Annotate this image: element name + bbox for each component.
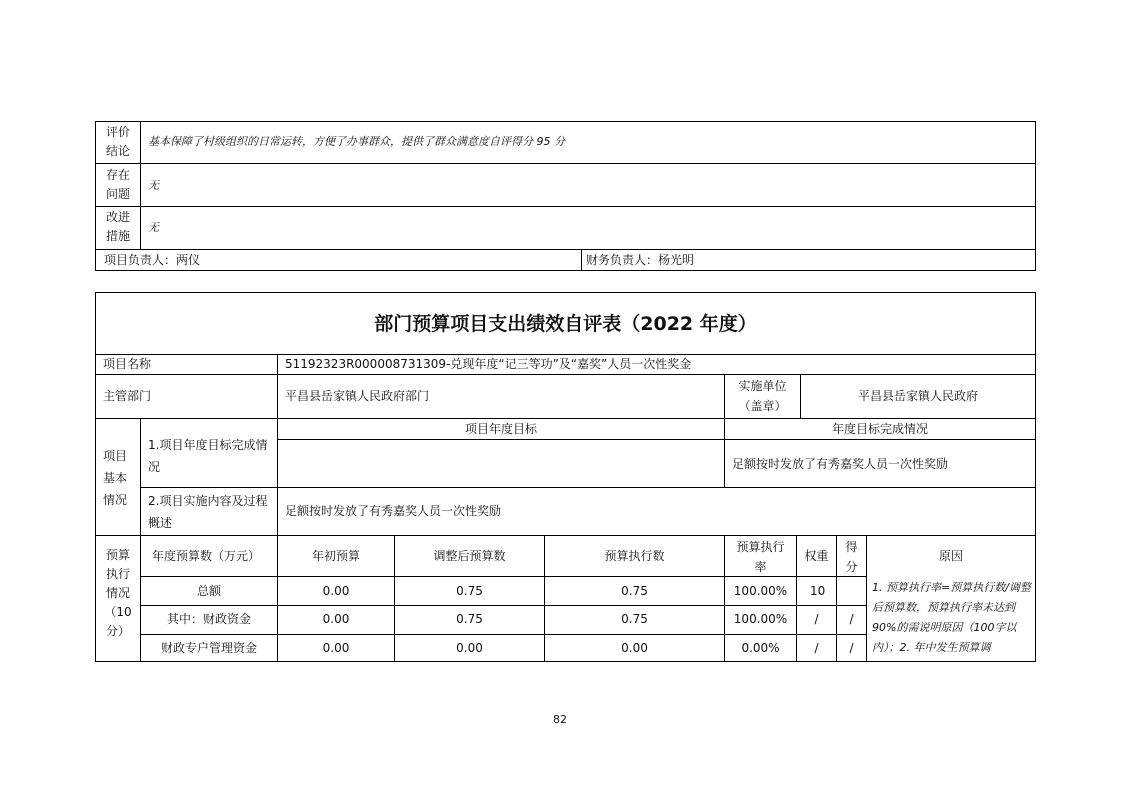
row-adjusted: 0.00 xyxy=(456,641,483,655)
row-adjusted: 0.75 xyxy=(456,584,483,598)
basic-info-label: 项目 基本 情况 xyxy=(103,449,128,507)
row-initial: 0.00 xyxy=(322,584,350,598)
row-rate: 0.00% xyxy=(741,641,780,655)
unit-value: 平昌县岳家镇人民政府 xyxy=(857,389,978,403)
content-value: 足额按时发放了有秀嘉奖人员一次性奖励 xyxy=(285,504,502,518)
row-executed: 0.75 xyxy=(621,612,648,626)
header-execution-rate: 预算执行 率 xyxy=(736,540,785,574)
header-executed-budget: 预算执行数 xyxy=(604,549,665,563)
problem-label: 存在 问题 xyxy=(105,168,130,201)
row-weight: 10 xyxy=(810,584,826,598)
problem-text: 无 xyxy=(148,179,159,192)
form-title: 部门预算项目支出绩效自评表（2022 年度） xyxy=(374,313,757,335)
row-score: / xyxy=(849,612,854,626)
row-rate: 100.00% xyxy=(733,612,788,626)
header-weight: 权重 xyxy=(804,549,829,563)
reason-note-container xyxy=(872,578,1032,661)
dept-value: 平昌县岳家镇人民政府部门 xyxy=(285,389,430,403)
project-name-label: 项目名称 xyxy=(103,357,152,371)
page-number: 82 xyxy=(553,713,567,726)
row-weight: / xyxy=(814,612,819,626)
improve-text: 无 xyxy=(148,221,159,234)
done-value: 足额按时发放了有秀嘉奖人员一次性奖励 xyxy=(732,457,949,471)
row-executed: 0.00 xyxy=(621,641,648,655)
row-rate: 100.00% xyxy=(733,584,788,598)
row-initial: 0.00 xyxy=(322,641,350,655)
goal-column-header: 项目年度目标 xyxy=(464,422,537,436)
unit-label: 实施单位 （盖章） xyxy=(738,379,787,413)
content-label: 2.项目实施内容及过程 概述 xyxy=(148,494,268,530)
dept-label: 主管部门 xyxy=(103,389,152,403)
row-label: 其中：财政资金 xyxy=(166,612,251,626)
header-annual-budget: 年度预算数（万元） xyxy=(152,549,261,563)
done-column-header: 年度目标完成情况 xyxy=(831,422,928,436)
header-reason: 原因 xyxy=(938,549,963,563)
row-label: 财政专户管理资金 xyxy=(160,641,257,655)
reason-note: 1. 预算执行率=预算执行数/调整后预算数，预算执行率未达到 90%的需说明原因（100字以内）；2. 年中发生预算调 xyxy=(872,581,1031,654)
finance-leader: 财务负责人：杨光明 xyxy=(586,253,695,267)
header-initial-budget: 年初预算 xyxy=(311,549,360,563)
budget-section-label: 预算 执行 情况 （10 分） xyxy=(104,548,132,638)
project-name-value: 51192323R000008731309-兑现年度“记三等功”及“嘉奖”人员一次性奖金 xyxy=(285,357,692,371)
conclusion-label: 评价 结论 xyxy=(105,125,130,158)
header-adjusted-budget: 调整后预算数 xyxy=(433,549,506,563)
row-adjusted: 0.75 xyxy=(456,612,483,626)
improve-label: 改进 措施 xyxy=(105,210,130,243)
goal-label: 1.项目年度目标完成情 况 xyxy=(148,438,268,474)
header-score: 得 分 xyxy=(845,540,858,574)
row-initial: 0.00 xyxy=(322,612,350,626)
row-weight: / xyxy=(814,641,819,655)
row-executed: 0.75 xyxy=(621,584,648,598)
row-score: / xyxy=(849,641,854,655)
conclusion-text: 基本保障了村级组织的日常运转，方便了办事群众，提供了群众满意度自评得分 95 分 xyxy=(148,135,565,148)
row-label: 总额 xyxy=(196,584,221,598)
project-leader: 项目负责人：两仪 xyxy=(104,253,201,267)
